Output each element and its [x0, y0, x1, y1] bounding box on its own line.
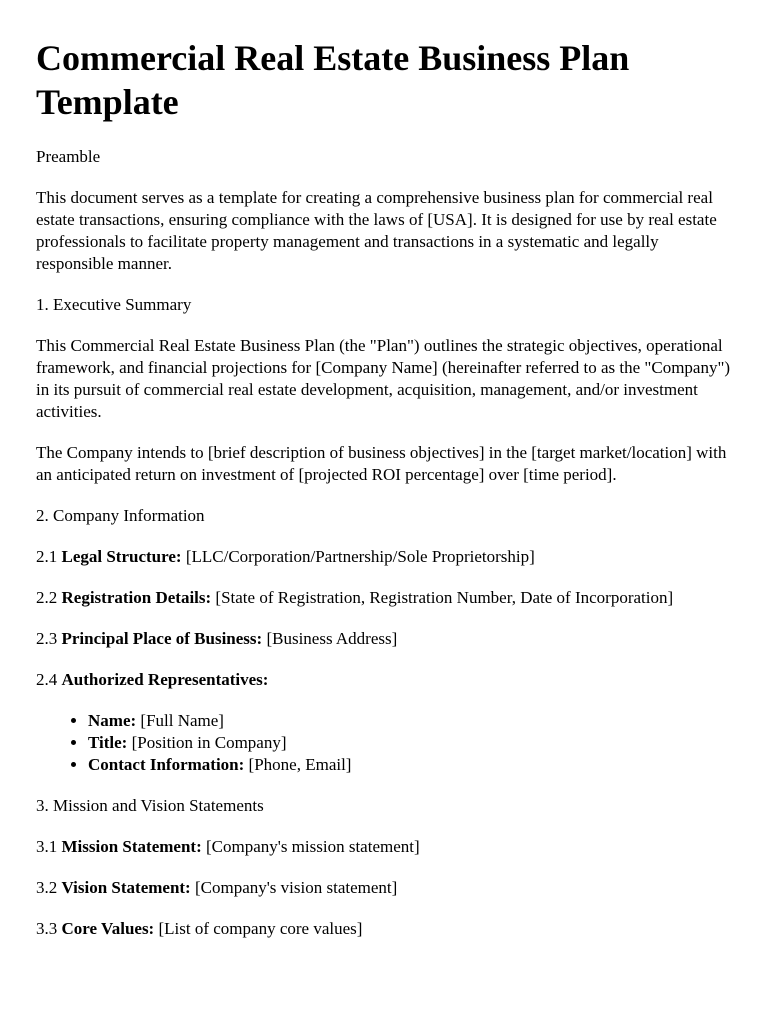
representatives-list [36, 710, 734, 776]
item-number: 2.1 [36, 547, 58, 566]
document-title: Commercial Real Estate Business Plan Template [36, 38, 630, 122]
item-value: [State of Registration, Registration Number, Date of Incorporation] [215, 588, 674, 607]
item-label: Principal Place of Business: [61, 629, 263, 648]
list-item-label: Contact Information: [88, 755, 245, 774]
item-value: [LLC/Corporation/Partnership/Sole Proprietorship] [185, 547, 535, 566]
principal-place-item [36, 628, 734, 650]
legal-structure-item [36, 546, 734, 568]
item-value: [List of company core values] [158, 919, 363, 938]
company-info-heading: 2. Company Information [36, 506, 205, 525]
item-label: Legal Structure: [61, 547, 182, 566]
item-value: [Company's vision statement] [194, 878, 398, 897]
vision-statement-item [36, 877, 734, 899]
authorized-representatives-item [36, 669, 734, 691]
core-values-item [36, 918, 734, 940]
item-value: [Business Address] [266, 629, 398, 648]
list-item-value: [Full Name] [140, 711, 224, 730]
mission-statement-item [36, 836, 734, 858]
item-label: Vision Statement: [61, 878, 191, 897]
executive-summary-heading: 1. Executive Summary [36, 295, 192, 314]
list-item-value: [Phone, Email] [248, 755, 352, 774]
list-item-label: Name: [88, 711, 137, 730]
item-label: Mission Statement: [61, 837, 202, 856]
list-item [88, 754, 734, 776]
list-item [88, 710, 734, 732]
item-number: 2.4 [36, 670, 58, 689]
list-item-value: [Position in Company] [131, 733, 287, 752]
mission-heading: 3. Mission and Vision Statements [36, 796, 264, 815]
list-item-label: Title: [88, 733, 128, 752]
item-value: [Company's mission statement] [205, 837, 420, 856]
list-item [88, 732, 734, 754]
preamble-heading: Preamble [36, 147, 101, 166]
item-label: Registration Details: [61, 588, 212, 607]
preamble-text: This document serves as a template for creating a comprehensive business plan for commercial real estate transactions, ensuring compliance with the laws of [USA]. It is designed for use by real estate professionals to facilitate property management and transactions in a systematic and legally responsible manner. [36, 188, 717, 273]
item-number: 2.3 [36, 629, 58, 648]
item-number: 3.1 [36, 837, 58, 856]
registration-details-item [36, 587, 734, 609]
item-label: Authorized Representatives: [61, 670, 269, 689]
executive-summary-para-1: This Commercial Real Estate Business Plan (the "Plan") outlines the strategic objectives, operational framework, and financial projections for [Company Name] (hereinafter referred to as the "Company") in its pursuit of commercial real estate development, acquisition, management, and/or investment activities. [36, 336, 731, 421]
item-label: Core Values: [61, 919, 155, 938]
executive-summary-para-2: The Company intends to [brief description of business objectives] in the [target market/location] with an anticipated return on investment of [projected ROI percentage] over [time period]. [36, 443, 727, 484]
item-number: 3.3 [36, 919, 58, 938]
item-number: 3.2 [36, 878, 58, 897]
item-number: 2.2 [36, 588, 58, 607]
